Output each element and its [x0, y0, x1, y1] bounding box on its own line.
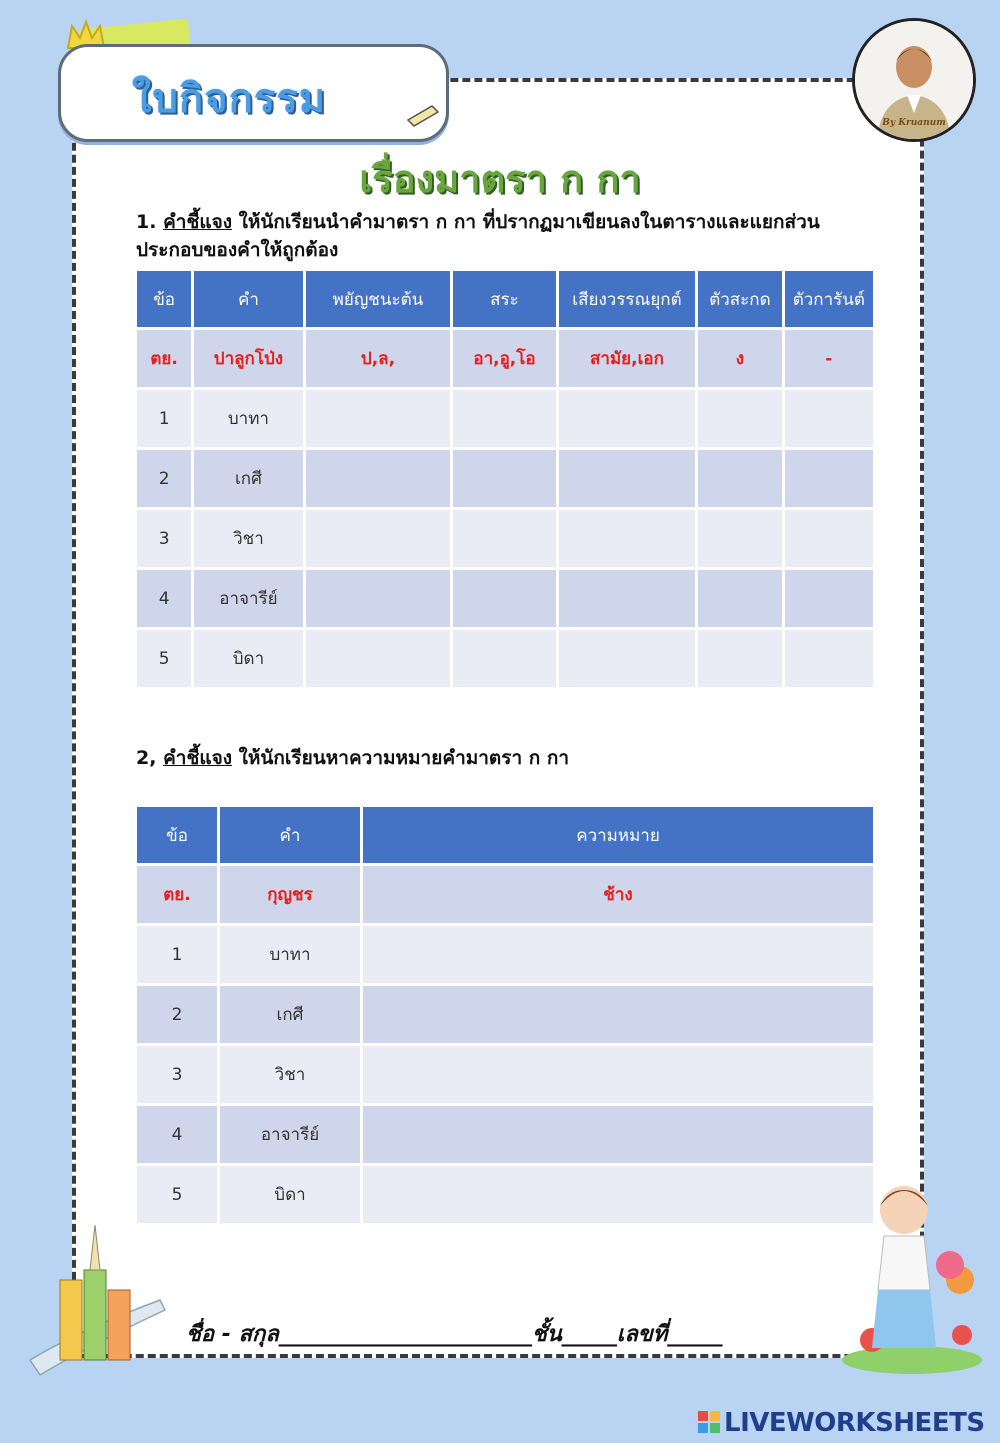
answer-cell[interactable]	[306, 450, 451, 507]
row-number: 1	[137, 926, 217, 983]
table-header-row	[137, 807, 873, 863]
pencils-illustration-icon	[20, 1210, 170, 1380]
table-row	[137, 986, 873, 1043]
section1-number: 1.	[136, 211, 157, 233]
section2-instruction	[136, 744, 876, 772]
meaning-answer-cell[interactable]	[363, 986, 873, 1043]
example-row	[137, 330, 873, 387]
answer-cell[interactable]	[698, 630, 781, 687]
answer-cell[interactable]	[698, 450, 781, 507]
answer-cell[interactable]	[453, 390, 555, 447]
example-initial: ป,ล,	[306, 330, 451, 387]
section2-text: ให้นักเรียนหาความหมายคำมาตรา ก กา	[232, 747, 570, 769]
row-number: 3	[137, 1046, 217, 1103]
example-vowel: อา,อู,โอ	[453, 330, 555, 387]
answer-cell[interactable]	[306, 390, 451, 447]
answer-cell[interactable]	[559, 450, 696, 507]
banner-title: ใบกิจกรรม	[132, 76, 327, 122]
answer-cell[interactable]	[306, 510, 451, 567]
row-word: เกศี	[194, 450, 302, 507]
col-header-no: ข้อ	[137, 807, 217, 863]
section1-label: คำชี้แจง	[163, 211, 233, 233]
meaning-answer-cell[interactable]	[363, 1166, 873, 1223]
liveworksheets-brand: LIVEWORKSHEETS	[724, 1408, 985, 1438]
section1-text: ให้นักเรียนนำคำมาตรา ก กา ที่ปรากฏมาเขียนลงในตารางและแยกส่วนประกอบของคำให้ถูกต้อง	[136, 211, 820, 261]
answer-cell[interactable]	[785, 630, 873, 687]
col-header-karan: ตัวการันต์	[785, 271, 873, 327]
row-number: 5	[137, 630, 191, 687]
table-row	[137, 630, 873, 687]
example-tone: สามัย,เอก	[559, 330, 696, 387]
components-table	[134, 268, 876, 690]
example-no: ตย.	[137, 866, 217, 923]
table-row	[137, 926, 873, 983]
row-word: บาทา	[194, 390, 302, 447]
teacher-cartoon-icon	[832, 1170, 992, 1380]
meaning-answer-cell[interactable]	[363, 926, 873, 983]
liveworksheets-logo-icon	[698, 1411, 720, 1433]
table-row	[137, 390, 873, 447]
table-row	[137, 1166, 873, 1223]
answer-cell[interactable]	[559, 510, 696, 567]
row-number: 4	[137, 1106, 217, 1163]
answer-cell[interactable]	[559, 390, 696, 447]
example-meaning: ช้าง	[363, 866, 873, 923]
answer-cell[interactable]	[306, 630, 451, 687]
table-row	[137, 450, 873, 507]
answer-cell[interactable]	[453, 630, 555, 687]
col-header-meaning: ความหมาย	[363, 807, 873, 863]
avatar	[852, 18, 976, 142]
example-word: ปาลูกโป่ง	[194, 330, 302, 387]
example-karan: -	[785, 330, 873, 387]
teacher-portrait-icon	[855, 21, 973, 139]
row-word: บิดา	[194, 630, 302, 687]
answer-cell[interactable]	[559, 630, 696, 687]
answer-cell[interactable]	[698, 510, 781, 567]
answer-cell[interactable]	[698, 390, 781, 447]
row-number: 4	[137, 570, 191, 627]
col-header-final: ตัวสะกด	[698, 271, 781, 327]
answer-cell[interactable]	[785, 510, 873, 567]
example-word: กุญชร	[220, 866, 360, 923]
col-header-word: คำ	[220, 807, 360, 863]
row-number: 3	[137, 510, 191, 567]
col-header-no: ข้อ	[137, 271, 191, 327]
answer-cell[interactable]	[698, 570, 781, 627]
row-word: บาทา	[220, 926, 360, 983]
avatar-caption: By Kruanum	[882, 118, 946, 128]
row-word: เกศี	[220, 986, 360, 1043]
pencil-doodle-icon	[404, 98, 444, 128]
col-header-word: คำ	[194, 271, 302, 327]
col-header-initial: พยัญชนะต้น	[306, 271, 451, 327]
table-header-row	[137, 271, 873, 327]
example-no: ตย.	[137, 330, 191, 387]
row-word: วิชา	[220, 1046, 360, 1103]
answer-cell[interactable]	[453, 510, 555, 567]
meaning-table	[134, 804, 876, 1226]
example-final: ง	[698, 330, 781, 387]
name-class-number-line[interactable]: ชื่อ - สกุล_______________________ชั้น_____เลขที่_____	[186, 1322, 723, 1347]
answer-cell[interactable]	[785, 390, 873, 447]
table-row	[137, 1046, 873, 1103]
row-number: 2	[137, 450, 191, 507]
answer-cell[interactable]	[306, 570, 451, 627]
answer-cell[interactable]	[785, 570, 873, 627]
section2-number: 2,	[136, 747, 157, 769]
row-word: อาจารีย์	[194, 570, 302, 627]
col-header-vowel: สระ	[453, 271, 555, 327]
row-word: บิดา	[220, 1166, 360, 1223]
answer-cell[interactable]	[559, 570, 696, 627]
row-word: อาจารีย์	[220, 1106, 360, 1163]
answer-cell[interactable]	[453, 570, 555, 627]
answer-cell[interactable]	[785, 450, 873, 507]
row-word: วิชา	[194, 510, 302, 567]
page-title: เรื่องมาตรา ก กา	[359, 157, 641, 201]
answer-cell[interactable]	[453, 450, 555, 507]
section2-label: คำชี้แจง	[163, 747, 233, 769]
example-row	[137, 866, 873, 923]
row-number: 1	[137, 390, 191, 447]
table-row	[137, 570, 873, 627]
meaning-answer-cell[interactable]	[363, 1106, 873, 1163]
section1-instruction	[136, 208, 876, 264]
col-header-tone: เสียงวรรณยุกต์	[559, 271, 696, 327]
table-row	[137, 510, 873, 567]
table-row	[137, 1106, 873, 1163]
row-number: 5	[137, 1166, 217, 1223]
meaning-answer-cell[interactable]	[363, 1046, 873, 1103]
row-number: 2	[137, 986, 217, 1043]
